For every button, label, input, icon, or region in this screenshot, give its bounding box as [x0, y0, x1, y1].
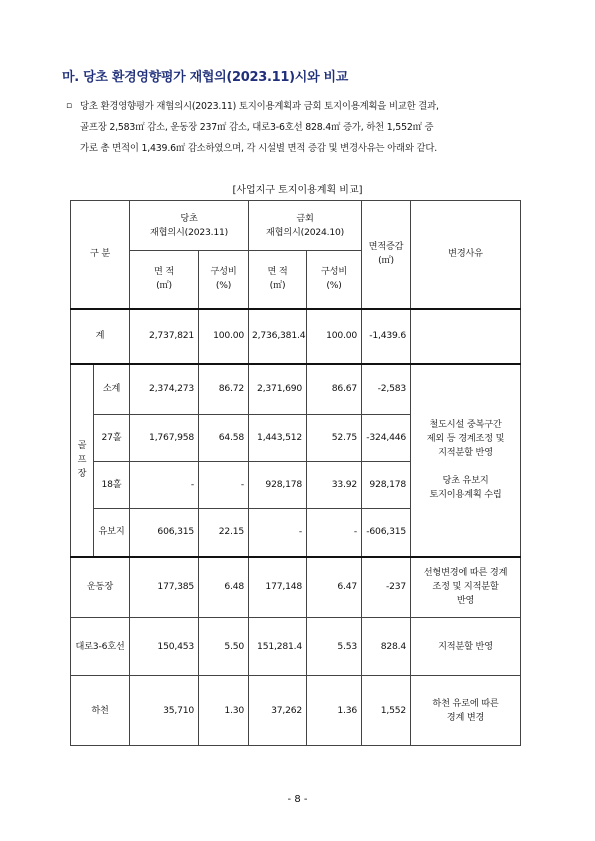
before-ratio-cell: 5.50: [199, 618, 249, 676]
before-area-cell: 150,453: [130, 618, 199, 676]
header-area-unit: (㎡): [156, 280, 172, 292]
reason-cell: [411, 309, 521, 364]
after-area-cell: 2,736,381.4: [249, 309, 307, 364]
header-change: [362, 201, 411, 309]
after-ratio-cell: 6.47: [307, 557, 362, 618]
golf-group-char: 골: [77, 440, 87, 451]
header-before-area: [130, 251, 199, 309]
after-area-cell: 37,262: [249, 676, 307, 746]
after-ratio-cell: 100.00: [307, 309, 362, 364]
row-label: 운동장: [71, 557, 130, 618]
land-use-comparison-table: [70, 200, 521, 746]
reason-line: 반영: [456, 595, 475, 607]
change-cell: -1,439.6: [362, 309, 411, 364]
table-row-river: [71, 676, 521, 746]
golf-group-char: 프: [77, 454, 87, 465]
before-area-cell: 177,385: [130, 557, 199, 618]
table-row-golf-subtotal: [71, 364, 521, 415]
after-ratio-cell: -: [307, 509, 362, 557]
change-cell: -606,315: [362, 509, 411, 557]
header-division: 구 분: [71, 201, 130, 309]
header-after-area: [249, 251, 307, 309]
header-ratio-label: 구성비: [321, 266, 348, 278]
change-cell: -324,446: [362, 415, 411, 462]
before-ratio-cell: 86.72: [199, 364, 249, 415]
reason-cell: [411, 676, 521, 746]
golf-group-char: 장: [77, 468, 87, 479]
after-area-cell: 2,371,690: [249, 364, 307, 415]
header-before-ratio: [199, 251, 249, 309]
after-area-cell: 151,281.4: [249, 618, 307, 676]
after-area-cell: 1,443,512: [249, 415, 307, 462]
row-label: 18홀: [94, 462, 130, 509]
reason-line: 하천 유로에 따른: [432, 697, 499, 709]
after-ratio-cell: 1.36: [307, 676, 362, 746]
change-cell: -237: [362, 557, 411, 618]
header-area-unit: (㎡): [269, 280, 286, 292]
header-after-sub: 재협의시(2024.10): [265, 226, 345, 238]
row-label: 하천: [71, 676, 130, 746]
reason-line: 선형변경에 따른 경계: [423, 567, 508, 579]
header-after: [249, 201, 362, 251]
before-area-cell: -: [130, 462, 199, 509]
change-cell: 928,178: [362, 462, 411, 509]
change-cell: -2,583: [362, 364, 411, 415]
before-ratio-cell: 64.58: [199, 415, 249, 462]
reason-line: 조정 및 지적분할: [432, 581, 499, 593]
reason-cell: [411, 557, 521, 618]
header-before-sub: 재협의시(2023.11): [149, 226, 229, 238]
paragraph-line: 골프장 2,583㎡ 감소, 운동장 237㎡ 감소, 대로3-6호선 828.4㎡ 증가, 하천 1,552㎡ 증: [80, 122, 434, 133]
table-caption: [사업지구 토지이용계획 비교]: [232, 185, 363, 196]
before-area-cell: 1,767,958: [130, 415, 199, 462]
header-after-title: 금회: [296, 212, 314, 224]
reason-line: 경계 변경: [446, 711, 485, 723]
reason-cell: [411, 618, 521, 676]
before-ratio-cell: -: [199, 462, 249, 509]
summary-paragraph: [66, 96, 540, 159]
after-ratio-cell: 86.67: [307, 364, 362, 415]
golf-reason-cell: [411, 364, 521, 557]
paragraph-line: 가로 총 면적이 1,439.6㎡ 감소하였으며, 각 시설별 면적 증감 및 변경사유는 아래와 같다.: [80, 143, 438, 154]
reason-spacer: [414, 460, 517, 474]
table-row-total: [71, 309, 521, 364]
section-heading: 마. 당초 환경영향평가 재협의(2023.11)시와 비교: [62, 70, 349, 85]
bullet-icon: ▫: [66, 101, 72, 111]
header-area-label: 면 적: [153, 266, 175, 278]
after-area-cell: -: [249, 509, 307, 557]
table-row-sports-field: [71, 557, 521, 618]
before-area-cell: 2,737,821: [130, 309, 199, 364]
header-ratio-unit: (%): [215, 280, 232, 292]
reason-line: 당초 유보지: [442, 475, 489, 486]
reason-line: 지적분할 반영: [438, 640, 493, 652]
before-area-cell: 606,315: [130, 509, 199, 557]
table-row-road: [71, 618, 521, 676]
row-label: 유보지: [94, 509, 130, 557]
header-before: [130, 201, 249, 251]
reason-line: 토지이용계획 수립: [429, 489, 502, 500]
after-ratio-cell: 52.75: [307, 415, 362, 462]
after-ratio-cell: 5.53: [307, 618, 362, 676]
before-ratio-cell: 1.30: [199, 676, 249, 746]
golf-group-label: [71, 364, 94, 557]
header-reason: 변경사유: [411, 201, 521, 309]
header-area-label: 면 적: [267, 266, 288, 278]
after-area-cell: 928,178: [249, 462, 307, 509]
paragraph-line: 당초 환경영향평가 재협의시(2023.11) 토지이용계획과 금회 토지이용계획을 비교한 결과,: [80, 101, 439, 112]
before-ratio-cell: 22.15: [199, 509, 249, 557]
header-before-title: 당초: [180, 212, 198, 224]
reason-line: 철도시설 중복구간: [429, 419, 502, 430]
change-cell: 1,552: [362, 676, 411, 746]
row-label: 27홀: [94, 415, 130, 462]
after-area-cell: 177,148: [249, 557, 307, 618]
reason-line: 지적분할 반영: [438, 447, 493, 458]
row-label: 소계: [94, 364, 130, 415]
header-ratio-label: 구성비: [210, 266, 237, 278]
before-ratio-cell: 6.48: [199, 557, 249, 618]
row-label: 대로3-6호선: [71, 618, 130, 676]
change-cell: 828.4: [362, 618, 411, 676]
header-change-unit: (㎡): [378, 255, 394, 267]
header-after-ratio: [307, 251, 362, 309]
page-number: - 8 -: [287, 794, 308, 805]
reason-line: 제외 등 경계조정 및: [426, 433, 505, 444]
row-label: 계: [71, 309, 130, 364]
before-ratio-cell: 100.00: [199, 309, 249, 364]
before-area-cell: 35,710: [130, 676, 199, 746]
header-ratio-unit: (%): [326, 280, 342, 292]
after-ratio-cell: 33.92: [307, 462, 362, 509]
header-change-title: 면적증감: [368, 241, 404, 253]
before-area-cell: 2,374,273: [130, 364, 199, 415]
